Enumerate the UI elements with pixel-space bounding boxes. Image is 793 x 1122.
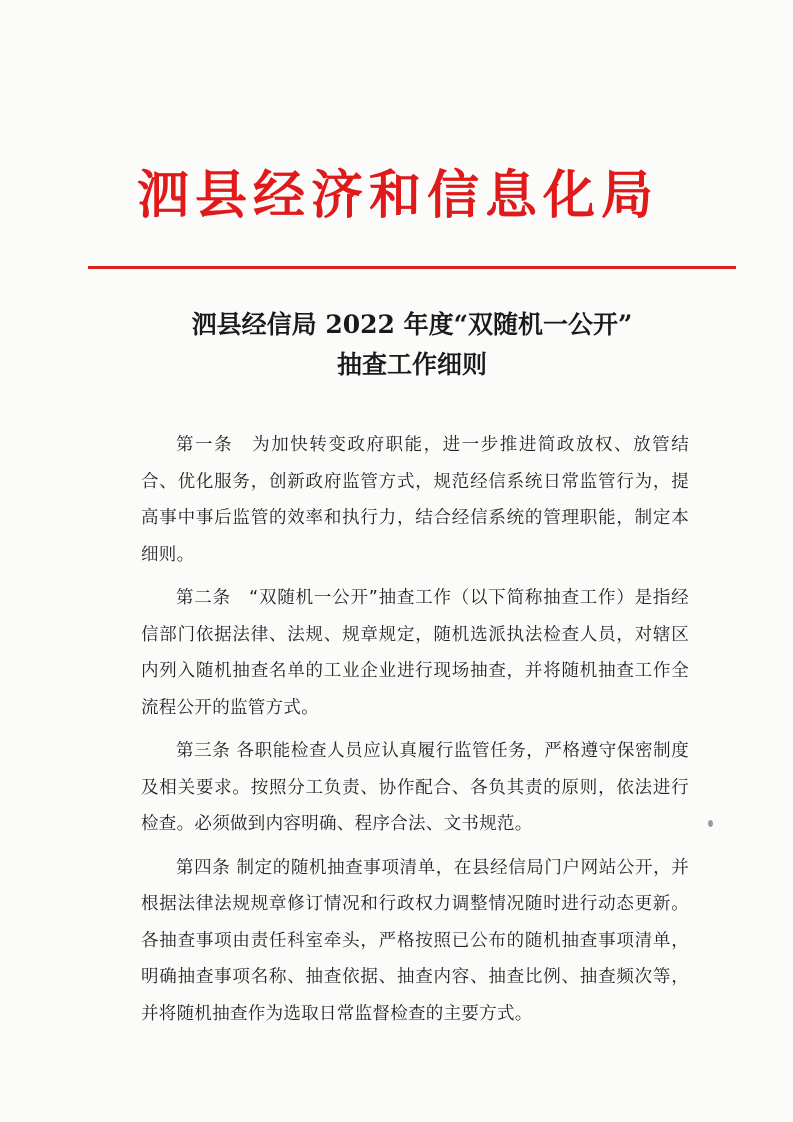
red-divider-line	[88, 266, 736, 269]
issuing-authority-header: 泗县经济和信息化局	[136, 165, 659, 226]
document-body	[141, 427, 689, 1039]
article-1-paragraph: 第一条 为加快转变政府职能，进一步推进简政放权、放管结合、优化服务，创新政府监管方式，规范经信系统日常监管行为，提高事中事后监管的效率和执行力，结合经信系统的管理职能，制定本细则。	[141, 435, 689, 565]
document-title-line-2: 抽查工作细则	[336, 350, 487, 379]
article-2-paragraph: 第二条 “双随机一公开”抽查工作（以下简称抽查工作）是指经信部门依据法律、法规、规章规定，随机选派执法检查人员，对辖区内列入随机抽查名单的工业企业进行现场抽查，并将随机抽查工作全流程公开的监管方式。	[141, 588, 689, 718]
article-3-paragraph: 第三条 各职能检查人员应认真履行监管任务，严格遵守保密制度及相关要求。按照分工负责、协作配合、各负其责的原则，依法进行检查。必须做到内容明确、程序合法、文书规范。	[141, 741, 689, 834]
article-4-paragraph: 第四条 制定的随机抽查事项清单，在县经信局门户网站公开，并根据法律法规规章修订情况和行政权力调整情况随时进行动态更新。各抽查事项由责任科室牵头，严格按照已公布的随机抽查事项清单，明确抽查事项名称、抽查依据、抽查内容、抽查比例、抽查频次等，并将随机抽查作为选取日常监督检查的主要方式。	[141, 857, 689, 1024]
document-title-line-1: 泗县经信局 2022 年度“双随机一公开”	[191, 310, 633, 339]
scan-speck-mark	[708, 820, 713, 827]
